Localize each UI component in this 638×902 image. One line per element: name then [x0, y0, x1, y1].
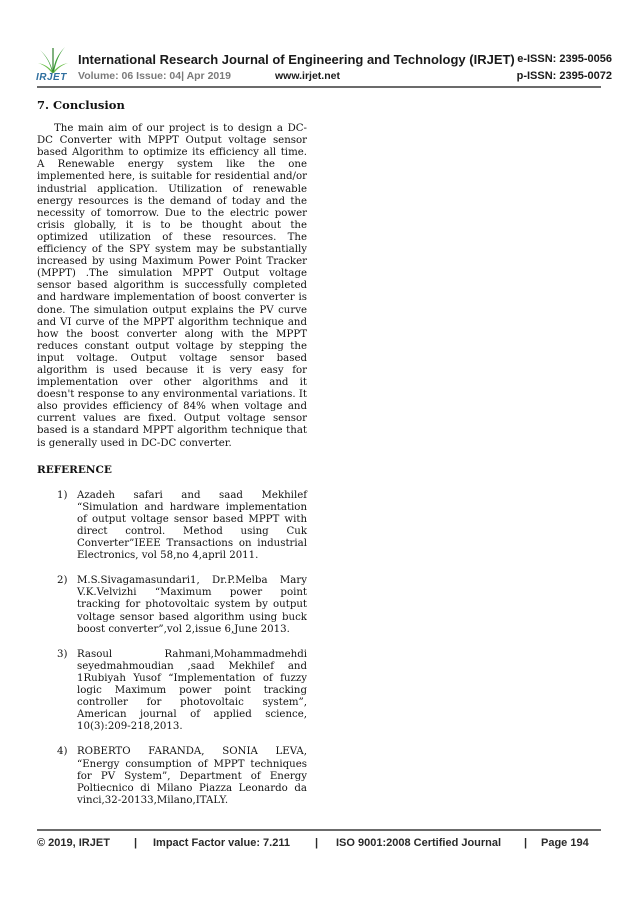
footer-iso: ISO 9001:2008 Certified Journal [336, 837, 502, 849]
footer-impact-factor: Impact Factor value: 7.211 [153, 837, 290, 849]
journal-website-link[interactable]: www.irjet.net [275, 70, 340, 82]
footer-separator: | [524, 837, 528, 849]
reference-number: 3) [57, 648, 68, 660]
volume-issue: Volume: 06 Issue: 04| Apr 2019 [78, 70, 231, 82]
reference-list [37, 490, 307, 807]
page-header [0, 0, 638, 90]
reference-item [37, 649, 307, 734]
reference-item [37, 490, 307, 563]
footer-separator: | [134, 837, 138, 849]
eissn: e-ISSN: 2395-0056 [517, 53, 612, 65]
reference-item [37, 575, 307, 635]
reference-text: Rasoul Rahmani,Mohammadmehdi seyedmahmoudian ,saad Mekhilef and 1Rubiyah Yusof “Implementation of fuzzy logic Maximum power point tracking controller for photovoltaic system”, American journal of applied science, 10(3):209-218,2013. [77, 648, 307, 733]
reference-number: 4) [57, 746, 68, 758]
footer-divider [37, 829, 601, 831]
reference-number: 1) [57, 489, 68, 501]
logo-text: IRJET [36, 72, 67, 83]
content-column [37, 96, 307, 820]
conclusion-paragraph: The main aim of our project is to design a DC-DC Converter with MPPT Output voltage sensor based Algorithm to optimize its efficiency all time. A Renewable energy system like the one implemented here, is suitable for residential and/or industrial application. Utilization of renewable energy resources is the demand of today and the necessity of tomorrow. Due to the electric power crisis globally, it is to be thought about the optimized utilization of these resources. The efficiency of the SPY system may be substantially increased by using Maximum Power Point Tracker (MPPT) .The simulation MPPT Output voltage sensor based algorithm is successfully completed and hardware implementation of boost converter is done. The simulation output explains the PV curve and VI curve of the MPPT algorithm technique and how the boost converter along with the MPPT reduces constant output voltage by stepping the input voltage. Output voltage sensor based algorithm is used because it is very easy for implementation over other algorithms and it doesn't response to any environmental variations. It also provides efficiency of 84% when voltage and current values are fixed. Output voltage sensor based is a standard MPPT algorithm technique that is generally used in DC-DC converter. [37, 123, 307, 449]
reference-item [37, 746, 307, 806]
pissn: p-ISSN: 2395-0072 [516, 70, 612, 82]
footer-separator: | [315, 837, 319, 849]
conclusion-heading: 7. Conclusion [37, 98, 125, 112]
reference-text: M.S.Sivagamasundari1, Dr.P.Melba Mary V.K.Velvizhi “Maximum power point tracking for photovoltaic system by output voltage sensor based algorithm using buck boost converter”,vol 2,issue 6,June 2013. [77, 575, 307, 635]
header-divider [37, 86, 601, 88]
reference-number: 2) [57, 575, 68, 587]
footer-page-number: Page 194 [541, 837, 589, 849]
reference-heading: REFERENCE [37, 463, 112, 476]
footer-copyright: © 2019, IRJET [37, 837, 110, 849]
journal-title: International Research Journal of Engineering and Technology (IRJET) [78, 52, 515, 67]
reference-text: ROBERTO FARANDA, SONIA LEVA, “Energy consumption of MPPT techniques for PV System”, Department of Energy Poltiecnico di Milano Piazza Leonardo da vinci,32-20133,Milano,ITALY. [77, 746, 307, 806]
reference-text: Azadeh safari and saad Mekhilef “Simulation and hardware implementation of output voltage sensor based MPPT with direct control. Method using Cuk Converter”IEEE Transactions on industrial Electronics, vol 58,no 4,april 2011. [77, 489, 307, 562]
